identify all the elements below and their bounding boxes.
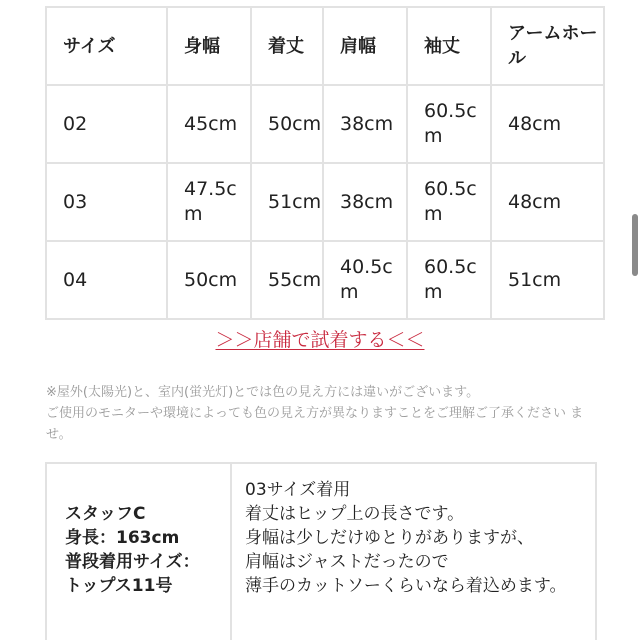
- cell-armhole: 48cm: [491, 85, 604, 163]
- cell-sleeve-length: 60.5cm: [407, 163, 491, 241]
- cell-size: 03: [46, 163, 167, 241]
- staff-height: 身長：163cm: [65, 528, 180, 548]
- cell-armhole: 48cm: [491, 163, 604, 241]
- comment-line: 肩幅はジャストだったので: [245, 552, 449, 572]
- table-row: [46, 241, 604, 319]
- header-length: 着丈: [251, 7, 323, 85]
- scrollbar-thumb[interactable]: [632, 214, 638, 276]
- cell-shoulder-width: 40.5cm: [323, 241, 407, 319]
- comment-line: 身幅は少しだけゆとりがありますが、: [245, 528, 534, 548]
- cell-shoulder-width: 38cm: [323, 85, 407, 163]
- cell-size: 04: [46, 241, 167, 319]
- table-header-row: [46, 7, 604, 85]
- staff-comment: [245, 478, 585, 598]
- note-line: ※屋外(太陽光)と、室内(蛍光灯)とでは色の見え方には違いがございます。: [46, 385, 480, 400]
- note-line: ご使用のモニターや環境によっても色の見え方が異なりますことをご理解ご了承ください ませ。: [46, 406, 584, 442]
- staff-profile: [47, 464, 232, 640]
- cell-length: 50cm: [251, 85, 323, 163]
- staff-review-box: [45, 462, 597, 640]
- staff-usual-size-value: トップス11号: [65, 576, 173, 596]
- staff-name: スタッフC: [65, 504, 146, 524]
- comment-line: 薄手のカットソーくらいなら着込めます。: [245, 576, 567, 596]
- header-size: サイズ: [46, 7, 167, 85]
- cell-length: 51cm: [251, 163, 323, 241]
- cell-sleeve-length: 60.5cm: [407, 241, 491, 319]
- size-table: [45, 6, 605, 320]
- table-row: [46, 163, 604, 241]
- header-armhole: アームホール: [491, 7, 604, 85]
- cell-size: 02: [46, 85, 167, 163]
- store-try-on-link[interactable]: ＞＞店舗で試着する＜＜: [215, 329, 425, 351]
- header-shoulder-width: 肩幅: [323, 7, 407, 85]
- cell-body-width: 50cm: [167, 241, 251, 319]
- table-row: [46, 85, 604, 163]
- cell-length: 55cm: [251, 241, 323, 319]
- color-disclaimer-note: [46, 382, 606, 445]
- cell-armhole: 51cm: [491, 241, 604, 319]
- header-sleeve-length: 袖丈: [407, 7, 491, 85]
- staff-usual-size-label: 普段着用サイズ：: [65, 552, 200, 572]
- header-body-width: 身幅: [167, 7, 251, 85]
- cell-body-width: 47.5cm: [167, 163, 251, 241]
- cell-sleeve-length: 60.5cm: [407, 85, 491, 163]
- comment-line: 03サイズ着用: [245, 480, 351, 500]
- cell-body-width: 45cm: [167, 85, 251, 163]
- cell-shoulder-width: 38cm: [323, 163, 407, 241]
- comment-line: 着丈はヒップ上の長さです。: [245, 504, 465, 524]
